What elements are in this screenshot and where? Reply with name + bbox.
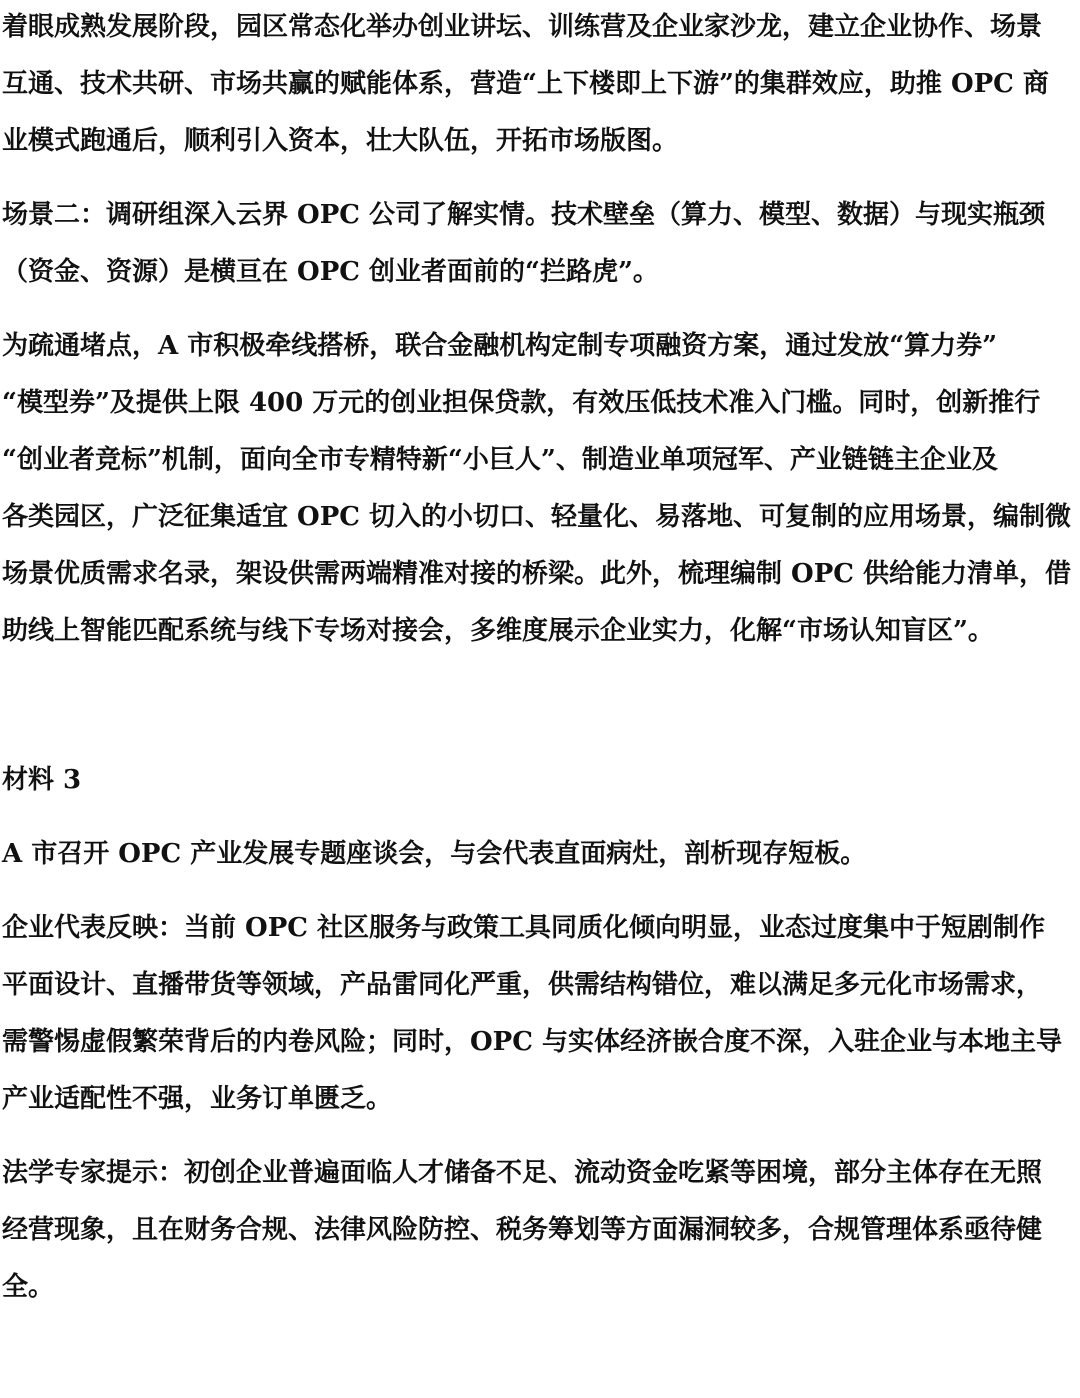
paragraph-3-line-1: 为疏通堵点，A 市积极牵线搭桥，联合金融机构定制专项融资方案，通过发放“算力券”	[2, 331, 998, 361]
paragraph-3-line-3: “创业者竞标”机制，面向全市专精特新“小巨人”、制造业单项冠军、产业链链主企业及	[2, 445, 998, 475]
paragraph-1-line-2: 互通、技术共研、市场共赢的赋能体系，营造“上下楼即上下游”的集群效应，助推 OPC 商	[2, 69, 1049, 99]
scene-two-line-2: （资金、资源）是横亘在 OPC 创业者面前的“拦路虎”。	[2, 257, 659, 287]
paragraph-1-line-1: 着眼成熟发展阶段，园区常态化举办创业讲坛、训练营及企业家沙龙，建立企业协作、场景	[2, 12, 1043, 42]
enterprise-rep-line-3: 需警惕虚假繁荣背后的内卷风险；同时，OPC 与实体经济嵌合度不深，入驻企业与本地主导	[2, 1027, 1062, 1057]
material-heading: 材料 3	[2, 765, 82, 795]
paragraph-3-line-4: 各类园区，广泛征集适宜 OPC 切入的小切口、轻量化、易落地、可复制的应用场景，编制微	[2, 502, 1071, 532]
enterprise-rep-line-4: 产业适配性不强，业务订单匮乏。	[2, 1084, 393, 1114]
paragraph-3-line-5: 场景优质需求名录，架设供需两端精准对接的桥梁。此外，梳理编制 OPC 供给能力清单，借	[2, 559, 1071, 589]
enterprise-rep-line-1: 企业代表反映：当前 OPC 社区服务与政策工具同质化倾向明显，业态过度集中于短剧制作	[2, 913, 1045, 943]
law-expert-line-1: 法学专家提示：初创企业普遍面临人才储备不足、流动资金吃紧等困境，部分主体存在无照	[2, 1158, 1043, 1188]
paragraph-3-line-6: 助线上智能匹配系统与线下专场对接会，多维度展示企业实力，化解“市场认知盲区”。	[2, 616, 994, 646]
paragraph-4-line-1: A 市召开 OPC 产业发展专题座谈会，与会代表直面病灶，剖析现存短板。	[2, 839, 867, 869]
paragraph-1-line-3: 业模式跑通后，顺利引入资本，壮大队伍，开拓市场版图。	[2, 126, 679, 156]
law-expert-line-2: 经营现象，且在财务合规、法律风险防控、税务筹划等方面漏洞较多，合规管理体系亟待健	[2, 1215, 1043, 1245]
paragraph-3-line-2: “模型券”及提供上限 400 万元的创业担保贷款，有效压低技术准入门槛。同时，创新推行	[2, 388, 1041, 418]
enterprise-rep-line-2: 平面设计、直播带货等领域，产品雷同化严重，供需结构错位，难以满足多元化市场需求，	[2, 970, 1043, 1000]
law-expert-line-3: 全。	[2, 1272, 55, 1302]
scene-two-line-1: 场景二：调研组深入云界 OPC 公司了解实情。技术壁垒（算力、模型、数据）与现实瓶颈	[2, 200, 1045, 230]
